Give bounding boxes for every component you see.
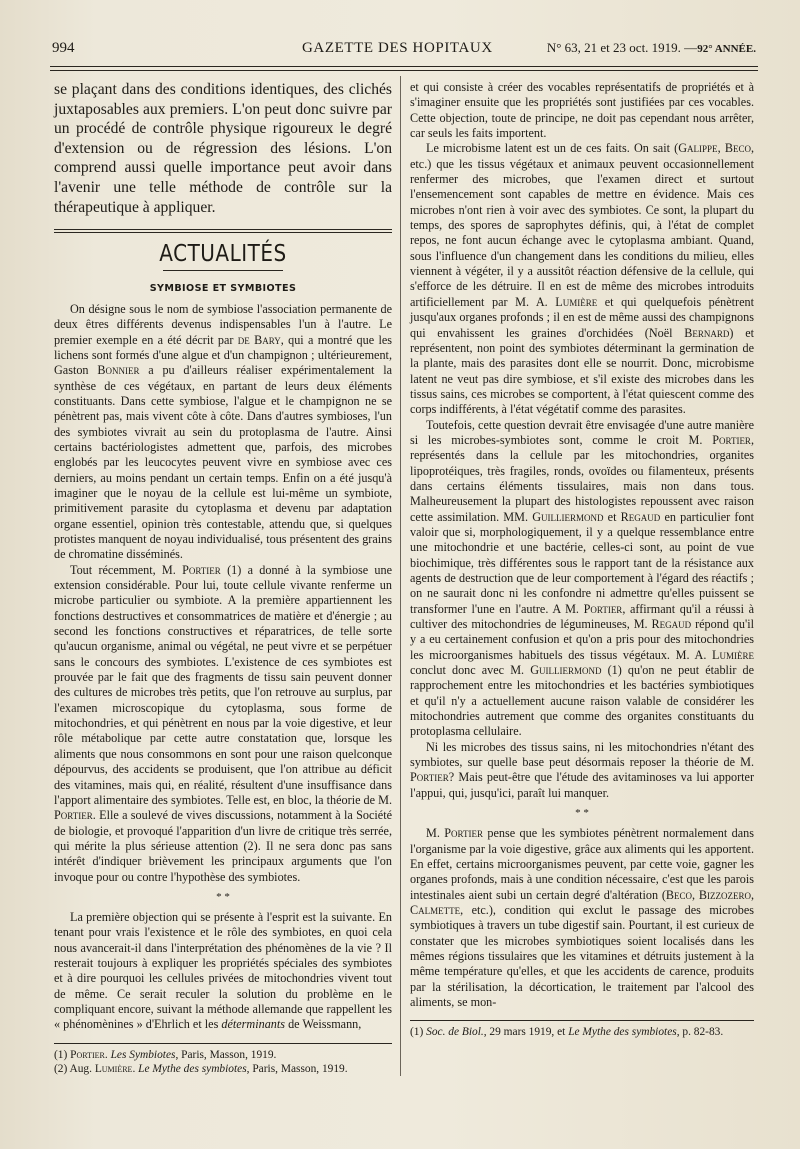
paragraph: On désigne sous le nom de symbiose l'association permanente de deux êtres différents devenus indispensables l'un à l'autre. Le premier exemple en a été décrit par de Bary, qui a montré que les lichens sont formés d'une algue et d'un champignon ; ultérieurement, Gaston Bonnier a pu d'ailleurs réaliser expérimentalement la synthèse de ces végétaux, en partant de leurs deux éléments constituants. Dans cette symbiose, l'algue et le champignon ne se pénètrent pas, mais vivent côte à côte. Dans d'autres symbioses, l'un des symbiotes vivrait au sein du protoplasma de l'autre. Ainsi certains bactériologistes admettent que, parfois, des microbes englobés par les leucocytes peuvent vivre en symbiose avec ces derniers, au moins pendant un certain temps. Enfin on a été jusqu'à imaginer que le noyau de la cellule est lui-même un symbiote, primitivement parasite du cytoplasma et devenu par adaptation organe essentiel, opinion très contestable, attendu que, si quelques protistes manquent de noyau individualisé, tous présentent des grains de chromatine disséminés. — [54, 301, 393, 562]
footnote-rule — [410, 1020, 754, 1021]
left-column — [54, 80, 392, 1075]
footnote: (1) Portier. Les Symbiotes, Paris, Masson, 1919. — [54, 1048, 277, 1061]
paragraph: La première objection qui se présente à l'esprit est la suivante. En tenant pour vrais l'existence et le rôle des symbiotes, en quoi cela nous avancerait-il dans l'interprétation des phénomènes de la vie ? Il resterait toujours à expliquer les propriétés spéciales des symbiotes et à dire pourquoi les cellules privées de mitochondries vivent tout de même. Ce serait reculer la solution du problème en le compliquant encore, suivant la méthode allemande que rappellent les « phénomènines » d'Ehrlich et les déterminants de Weissmann, — [54, 909, 392, 1032]
paragraph: Ni les microbes des tissus sains, ni les mitochondries n'étant des symbiotes, sur quelle base peut désormais reposer la théorie de M. Portier? Mais peut-être que l'étude des avitaminoses va lui apporter l'appui, qui, jusqu'ici, paraît lui manquer. — [410, 739, 754, 800]
column-divider — [400, 76, 401, 1076]
page-number: 994 — [52, 40, 75, 56]
footnote: (1) Soc. de Biol., 29 mars 1919, et Le Mythe des symbiotes, p. 82-83. — [410, 1026, 724, 1039]
paragraph: Toutefois, cette question devrait être envisagée d'une autre manière si les microbes-symbiotes sont, comme le croit M. Portier, représentés dans la cellule par les mitochondries, organites lipoprotéiques, très fragiles, ronds, ovoïdes ou filamenteux, présents dans certains éléments tissulaires, mais non dans tous. Malheureusement la plupart des histologistes repoussent avec raison cette assimilation. MM. Guilliermond et Regaud en particulier font valoir que si, morphologiquement, il y a quelque ressemblance entre une mitochondrie et une bactérie, celles-ci sont, au point de vue biochimique, très différentes sous le rapport tant de la résistance aux agents de destruction que de leur comportement à l'égard des réactifs ; on ne saurait donc ni les confondre ni admettre qu'elles puissent se transformer l'une en l'autre. A M. Portier, affirmant qu'il a réussi à cultiver des mitochondries de légumineuses, M. Regaud répond qu'il y a eu certainement confusion et qu'on a pris pour des mitochondries les microorganismes habituels des tissus végétaux. M. A. Lumière conclut donc avec M. Guilliermond (1) qu'on ne peut établir de rapprochement entre les mitochondries et les bactéries symbiotiques et qu'il n'y a actuellement aucune raison valable de considérer les mitochondries autrement que comme des organites constituants du protoplasma cellulaire. — [410, 417, 755, 739]
paragraph: M. Portier pense que les symbiotes pénètrent normalement dans l'organisme par la voie digestive, grâce aux aliments qui les apportent. En effet, certains microorganismes peuvent, par cette voie, gagner les organes profonds, mais à une condition nécessaire, c'est que les parois intestinales aient subi un certain degré d'altération (Beco, Bizzozero, Calmette, etc.), condition qui exclut le passage des microbes symbiotiques à travers un tube digestif sain. Pourtant, il est curieux de constater que les microbes symbiotiques soient localisés dans les mêmes régions tissulaires que les vitamines et détruits justement à la même température qu'elles, et que les accidents de carence, produits par la stérilisation, la décortication, le traitement par l'alcool des aliments, se mon- — [410, 826, 755, 1009]
footnote: (2) Aug. Lumière. Le Mythe des symbiotes, Paris, Masson, 1919. — [54, 1063, 348, 1076]
paragraph: Tout récemment, M. Portier (1) a donné à la symbiose une extension considérable. Pour lui, toute cellule vivante renferme un microbe particulier ou symbiote. A la première appartiennent les fonctions destructives et consommatrices de matière et d'énergie ; au second les fonctions constructives et réparatrices, de telle sorte qu'aucun organisme, animal ou végétal, ne peut vivre et se perpétuer sans le concours des symbiotes. L'existence de ces symbiotes est prouvée par le fait que des fragments de tissu sain peuvent donner des cultures de microbes très petits, que l'on retrouve au surplus, par l'examen microscopique du cytoplasma, sous forme de mitochondries, et qui pénètrent en nous par la voie digestive, et leur rôle métabolique par cette autre constatation que, lorsque les aliments que nous consommons en sont pour une raison quelconque dépourvus, des accidents se produisent, que l'on attribue au déficit des vitamines, mais qui, en réalité, résultent d'une insuffisance dans l'apport alimentaire des symbiotes. Telle est, en bloc, la théorie de M. Portier. Elle a soulevé de vives discussions, notamment à la Société de biologie, et provoqué l'apparition d'un livre de critique très serrée, qui mérite la plus sérieuse attention (2). Il ne sera donc pas sans intérêt d'indiquer brièvement les principaux arguments que l'on invoque pour ou contre l'hypothèse des symbiotes. — [54, 562, 392, 884]
right-column — [410, 80, 754, 1075]
section-rule — [54, 229, 392, 233]
paragraph: Le microbisme latent est un de ces faits. On sait (Galippe, Beco, etc.) que les tissus végétaux et animaux peuvent occasionnellement renfermer des microbes, que l'examen direct et surtout l'ensemencement sont capables de mettre en évidence. Mais ces microbes n'ont rien à voir avec des symbiotes. Ce sont, la plupart du temps, des spores de saprophytes définis, qui, à l'état de complet repos, ne font aucun échange avec le cytoplasma ambiant. Quand, sous l'influence d'un changement dans les conditions du milieu, elles viennent à végéter, il y a aussitôt réaction défensive de la cellule, qui s'efforce de les détruire. Il en est de même des microbes introduits artificiellement par M. A. Lumière et qui quelquefois pénètrent jusqu'aux organes profonds ; il en est de même aussi des champignons qui envahissent les graines d'orchidées (Noël Bernard) et représentent, non point des symbiotes déterminant la germination de la plante, mais des parasites dont elle se nourrit. Donc, microbisme latent ne veut pas dire symbiose, et s'il existe des microbes dans les tissus sains, ces microbes se comportent, à l'état quiescent comme des corps indifférents, à l'état végétatif comme des parasites. — [410, 141, 755, 417]
header-rule-top — [50, 66, 758, 67]
issue-info — [547, 40, 756, 56]
header-rule-bottom — [50, 70, 758, 71]
issue-year: 92° ANNÉE. — [697, 43, 756, 55]
footnote-rule — [54, 1043, 392, 1044]
journal-title: GAZETTE DES HOPITAUX — [302, 40, 493, 56]
article-subtitle: SYMBIOSE ET SYMBIOTES — [149, 282, 297, 294]
section-break-stars: * * — [575, 807, 589, 820]
intro-paragraph: se plaçant dans des conditions identiques, des clichés juxtaposables aux premiers. L'on peut donc suivre par un procédé de contrôle physique rigoureux le degré d'extension ou de régression des lésions. L'on comprend aussi quelle importance peut avoir dans l'avenir une telle méthode de contrôle sur la thérapeutique à appliquer. — [54, 81, 392, 216]
title-rule — [163, 270, 283, 271]
page-header — [52, 40, 756, 62]
section-break-stars: * * — [216, 890, 230, 903]
section-title: ACTUALITÉS — [159, 239, 287, 267]
issue-date: N° 63, 21 et 23 oct. 1919. — — [546, 40, 698, 55]
paragraph: et qui consiste à créer des vocables représentatifs de propriétés et à s'imaginer ensuite que les propriétés sont justifiées par ces vocables. Cette objection, toute de principe, ne doit pas cependant nous arrêter, car seuls les faits importent. — [410, 80, 754, 141]
